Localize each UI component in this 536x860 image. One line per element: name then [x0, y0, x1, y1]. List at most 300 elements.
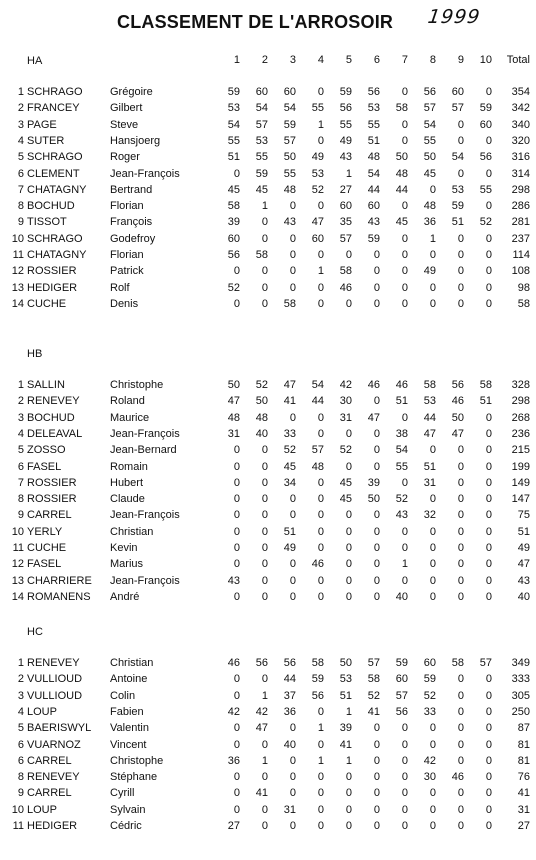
score-cell: 42 [227, 705, 240, 718]
score-cell: 52 [367, 689, 380, 702]
score-cell: 40 [395, 590, 408, 603]
score-cell: 58 [395, 102, 408, 115]
score-cell: 27 [227, 820, 240, 832]
score-cell: 1 [317, 118, 324, 131]
score-cell: 0 [401, 411, 408, 424]
table-row [0, 787, 536, 803]
score-cell: 55 [395, 460, 408, 473]
column-header-1: 1 [233, 54, 240, 66]
table-row [0, 591, 536, 607]
score-cell: 53 [423, 395, 436, 408]
score-cell: 0 [233, 673, 240, 686]
score-cell: 54 [423, 118, 436, 131]
score-cell: 59 [367, 232, 380, 245]
score-cell: 41 [367, 705, 380, 718]
table-row [0, 135, 536, 151]
score-cell: 36 [227, 754, 240, 767]
last-name-cell: FRANCEY [27, 102, 80, 115]
score-cell: 0 [457, 738, 464, 751]
score-cell: 52 [227, 281, 240, 294]
score-cell: 0 [233, 689, 240, 702]
score-cell: 55 [255, 151, 268, 164]
score-cell: 0 [429, 558, 436, 571]
column-header-9: 9 [457, 54, 464, 66]
score-cell: 0 [457, 476, 464, 489]
score-cell: 59 [451, 200, 464, 213]
rank-cell: 6 [17, 460, 24, 473]
score-cell: 0 [457, 509, 464, 522]
last-name-cell: SUTER [27, 134, 65, 147]
score-cell: 0 [317, 705, 324, 718]
score-cell: 50 [255, 395, 268, 408]
score-cell: 0 [261, 216, 268, 229]
table-row [0, 542, 536, 558]
rank-cell: 9 [17, 787, 24, 800]
score-cell: 0 [401, 722, 408, 735]
score-cell: 0 [345, 590, 352, 603]
score-cell: 34 [283, 476, 296, 489]
score-cell: 0 [289, 754, 296, 767]
score-cell: 0 [457, 590, 464, 603]
score-cell: 0 [429, 738, 436, 751]
score-cell: 52 [311, 183, 324, 196]
score-cell: 41 [255, 787, 268, 800]
score-cell: 0 [317, 574, 324, 587]
score-cell: 0 [373, 803, 380, 816]
rank-cell: 1 [17, 657, 24, 669]
score-cell: 60 [395, 673, 408, 686]
score-cell: 44 [423, 411, 436, 424]
score-cell: 0 [485, 787, 492, 800]
total-cell: 43 [517, 574, 530, 587]
score-cell: 31 [339, 411, 352, 424]
table-row [0, 477, 536, 493]
score-cell: 0 [401, 771, 408, 784]
rank-cell: 3 [17, 689, 24, 702]
score-cell: 43 [367, 216, 380, 229]
score-cell: 0 [457, 460, 464, 473]
score-cell: 51 [227, 151, 240, 164]
score-cell: 0 [261, 574, 268, 587]
score-cell: 36 [423, 216, 436, 229]
last-name-cell: TISSOT [27, 216, 67, 229]
total-cell: 147 [511, 493, 530, 506]
score-cell: 0 [457, 249, 464, 261]
score-cell: 0 [289, 771, 296, 784]
total-cell: 333 [511, 673, 530, 686]
total-cell: 237 [511, 232, 530, 245]
score-cell: 57 [339, 232, 352, 245]
table-row [0, 739, 536, 755]
score-cell: 60 [451, 86, 464, 98]
score-cell: 0 [429, 820, 436, 832]
score-cell: 41 [283, 395, 296, 408]
score-cell: 0 [317, 297, 324, 310]
score-cell: 0 [261, 460, 268, 473]
last-name-cell: SCHRAGO [27, 151, 83, 164]
score-cell: 0 [401, 803, 408, 816]
rank-cell: 5 [17, 722, 24, 735]
score-cell: 58 [423, 379, 436, 391]
total-cell: 349 [511, 657, 530, 669]
last-name-cell: ROSSIER [27, 476, 77, 489]
score-cell: 0 [317, 249, 324, 261]
rank-cell: 3 [17, 118, 24, 131]
total-cell: 76 [517, 771, 530, 784]
rank-cell: 6 [17, 738, 24, 751]
last-name-cell: BOCHUD [27, 200, 75, 213]
score-cell: 45 [395, 216, 408, 229]
score-cell: 50 [283, 151, 296, 164]
score-cell: 0 [485, 411, 492, 424]
score-cell: 44 [283, 673, 296, 686]
score-cell: 0 [429, 722, 436, 735]
score-cell: 59 [479, 102, 492, 115]
score-cell: 57 [367, 657, 380, 669]
score-cell: 1 [345, 754, 352, 767]
score-cell: 0 [457, 167, 464, 180]
first-name-cell: Cédric [110, 820, 142, 832]
total-cell: 286 [511, 200, 530, 213]
score-cell: 0 [233, 771, 240, 784]
score-cell: 0 [261, 738, 268, 751]
score-cell: 52 [479, 216, 492, 229]
score-cell: 54 [255, 102, 268, 115]
score-cell: 0 [345, 525, 352, 538]
score-cell: 0 [261, 493, 268, 506]
first-name-cell: Steve [110, 118, 139, 131]
score-cell: 45 [227, 183, 240, 196]
total-cell: 114 [512, 249, 530, 261]
first-name-cell: Hansjoerg [110, 134, 161, 147]
score-cell: 0 [261, 281, 268, 294]
total-cell: 199 [511, 460, 530, 473]
rank-cell: 14 [11, 590, 24, 603]
score-cell: 59 [311, 673, 324, 686]
score-cell: 0 [485, 689, 492, 702]
score-cell: 33 [423, 705, 436, 718]
score-cell: 46 [367, 379, 380, 391]
rank-cell: 9 [17, 509, 24, 522]
score-cell: 42 [423, 754, 436, 767]
score-cell: 0 [485, 232, 492, 245]
last-name-cell: SCHRAGO [27, 86, 83, 98]
score-cell: 0 [233, 738, 240, 751]
score-cell: 56 [451, 379, 464, 391]
score-cell: 0 [485, 509, 492, 522]
table-row [0, 575, 536, 591]
score-cell: 0 [485, 722, 492, 735]
score-cell: 37 [283, 689, 296, 702]
score-cell: 0 [373, 444, 380, 457]
column-header-3: 3 [289, 54, 296, 66]
score-cell: 53 [451, 183, 464, 196]
score-cell: 48 [423, 200, 436, 213]
score-cell: 59 [395, 657, 408, 669]
score-cell: 0 [457, 689, 464, 702]
last-name-cell: SCHRAGO [27, 232, 83, 245]
first-name-cell: Cyrill [110, 787, 135, 800]
score-cell: 0 [429, 183, 436, 196]
column-header-2: 2 [261, 54, 268, 66]
score-cell: 0 [457, 673, 464, 686]
score-cell: 0 [233, 476, 240, 489]
score-cell: 0 [317, 281, 324, 294]
score-cell: 0 [429, 574, 436, 587]
score-cell: 0 [345, 297, 352, 310]
score-cell: 0 [457, 705, 464, 718]
score-cell: 59 [283, 118, 296, 131]
total-cell: 281 [511, 216, 530, 229]
score-cell: 55 [339, 118, 352, 131]
rank-cell: 2 [17, 102, 24, 115]
first-name-cell: Jean-François [110, 427, 180, 440]
score-cell: 0 [317, 86, 324, 98]
score-cell: 58 [339, 265, 352, 278]
table-row [0, 657, 536, 673]
total-cell: 342 [511, 102, 530, 115]
first-name-cell: Antoine [110, 673, 148, 686]
score-cell: 0 [261, 509, 268, 522]
score-cell: 1 [317, 265, 324, 278]
table-row [0, 673, 536, 689]
score-cell: 0 [373, 722, 380, 735]
score-cell: 0 [289, 232, 296, 245]
total-cell: 49 [517, 542, 530, 554]
score-cell: 59 [423, 673, 436, 686]
table-row [0, 265, 536, 281]
score-cell: 53 [227, 102, 240, 115]
score-cell: 0 [261, 444, 268, 457]
score-cell: 1 [345, 167, 352, 180]
first-name-cell: Maurice [110, 411, 150, 424]
score-cell: 30 [339, 395, 352, 408]
total-cell: 236 [511, 427, 530, 440]
score-cell: 46 [311, 558, 324, 571]
score-cell: 0 [429, 297, 436, 310]
score-cell: 0 [317, 771, 324, 784]
last-name-cell: CUCHE [27, 542, 67, 554]
table-row [0, 102, 536, 118]
score-cell: 0 [345, 820, 352, 832]
last-name-cell: BOCHUD [27, 411, 75, 424]
last-name-cell: VUARNOZ [27, 738, 81, 751]
table-row [0, 509, 536, 525]
score-cell: 60 [479, 118, 492, 131]
score-cell: 55 [283, 167, 296, 180]
score-cell: 0 [429, 787, 436, 800]
score-cell: 54 [283, 102, 296, 115]
first-name-cell: André [110, 590, 140, 603]
score-cell: 0 [261, 542, 268, 554]
score-cell: 33 [283, 427, 296, 440]
score-cell: 46 [451, 771, 464, 784]
section-label: HA [27, 55, 43, 67]
score-cell: 0 [261, 558, 268, 571]
last-name-cell: ROSSIER [27, 265, 77, 278]
score-cell: 46 [339, 281, 352, 294]
last-name-cell: YERLY [27, 525, 63, 538]
table-row [0, 526, 536, 542]
score-cell: 0 [373, 460, 380, 473]
rank-cell: 12 [11, 265, 24, 278]
score-cell: 60 [283, 86, 296, 98]
score-cell: 0 [457, 722, 464, 735]
first-name-cell: Christophe [110, 379, 164, 391]
table-row [0, 86, 536, 102]
score-cell: 43 [227, 574, 240, 587]
first-name-cell: Marius [110, 558, 144, 571]
score-cell: 0 [261, 771, 268, 784]
total-cell: 98 [517, 281, 530, 294]
score-cell: 0 [485, 476, 492, 489]
first-name-cell: Rolf [110, 281, 130, 294]
rank-cell: 1 [17, 86, 24, 98]
score-cell: 0 [317, 427, 324, 440]
score-cell: 0 [373, 754, 380, 767]
score-cell: 0 [401, 134, 408, 147]
table-row [0, 151, 536, 167]
rank-cell: 3 [17, 411, 24, 424]
score-cell: 0 [485, 444, 492, 457]
first-name-cell: Colin [110, 689, 136, 702]
score-cell: 0 [457, 297, 464, 310]
score-cell: 1 [429, 232, 436, 245]
score-cell: 53 [367, 102, 380, 115]
column-header-5: 5 [345, 54, 352, 66]
last-name-cell: CUCHE [27, 297, 67, 310]
score-cell: 0 [317, 590, 324, 603]
score-cell: 50 [395, 151, 408, 164]
score-cell: 48 [395, 167, 408, 180]
score-cell: 57 [283, 134, 296, 147]
first-name-cell: Gilbert [110, 102, 143, 115]
last-name-cell: VULLIOUD [27, 673, 83, 686]
year-annotation: 1999 [426, 6, 482, 28]
first-name-cell: Sylvain [110, 803, 146, 816]
score-cell: 0 [457, 820, 464, 832]
score-cell: 0 [485, 86, 492, 98]
section-label: HB [27, 348, 43, 360]
last-name-cell: CHARRIERE [27, 574, 92, 587]
score-cell: 0 [261, 673, 268, 686]
score-cell: 0 [233, 265, 240, 278]
total-cell: 75 [517, 509, 530, 522]
score-cell: 0 [485, 460, 492, 473]
score-cell: 54 [227, 118, 240, 131]
score-cell: 49 [423, 265, 436, 278]
score-cell: 0 [401, 249, 408, 261]
score-cell: 0 [373, 771, 380, 784]
total-cell: 298 [511, 183, 530, 196]
rank-cell: 14 [11, 297, 24, 310]
score-cell: 0 [457, 493, 464, 506]
score-cell: 57 [311, 444, 324, 457]
score-cell: 51 [479, 395, 492, 408]
first-name-cell: Denis [110, 297, 139, 310]
score-cell: 0 [485, 574, 492, 587]
score-cell: 0 [261, 476, 268, 489]
score-cell: 0 [429, 590, 436, 603]
score-cell: 0 [345, 249, 352, 261]
score-cell: 58 [479, 379, 492, 391]
first-name-cell: Jean-François [110, 574, 180, 587]
score-cell: 50 [423, 151, 436, 164]
first-name-cell: Hubert [110, 476, 144, 489]
score-cell: 0 [485, 249, 492, 261]
score-cell: 0 [317, 411, 324, 424]
score-cell: 56 [227, 249, 240, 261]
table-row [0, 168, 536, 184]
score-cell: 60 [255, 86, 268, 98]
score-cell: 58 [283, 297, 296, 310]
last-name-cell: CARREL [27, 754, 72, 767]
score-cell: 0 [233, 167, 240, 180]
table-row [0, 233, 536, 249]
score-cell: 0 [485, 297, 492, 310]
score-cell: 58 [255, 249, 268, 261]
score-cell: 0 [485, 705, 492, 718]
score-cell: 44 [395, 183, 408, 196]
last-name-cell: CHATAGNY [27, 249, 87, 261]
score-cell: 47 [423, 427, 436, 440]
score-cell: 0 [289, 787, 296, 800]
score-cell: 52 [339, 444, 352, 457]
score-cell: 0 [457, 754, 464, 767]
score-cell: 0 [401, 200, 408, 213]
total-cell: 305 [511, 689, 530, 702]
score-cell: 44 [311, 395, 324, 408]
total-cell: 51 [517, 525, 530, 538]
last-name-cell: CARREL [27, 787, 72, 800]
score-cell: 35 [339, 216, 352, 229]
score-cell: 0 [401, 738, 408, 751]
score-cell: 51 [395, 395, 408, 408]
score-cell: 0 [317, 738, 324, 751]
score-cell: 0 [373, 427, 380, 440]
first-name-cell: Romain [110, 460, 148, 473]
score-cell: 0 [233, 722, 240, 735]
score-cell: 48 [255, 411, 268, 424]
score-cell: 0 [289, 493, 296, 506]
score-cell: 60 [311, 232, 324, 245]
score-cell: 0 [401, 574, 408, 587]
score-cell: 32 [423, 509, 436, 522]
rank-cell: 8 [17, 200, 24, 213]
score-cell: 0 [373, 542, 380, 554]
score-cell: 48 [283, 183, 296, 196]
score-cell: 0 [233, 542, 240, 554]
score-cell: 59 [339, 86, 352, 98]
first-name-cell: Jean-François [110, 509, 180, 522]
score-cell: 59 [255, 167, 268, 180]
rank-cell: 2 [17, 395, 24, 408]
table-row [0, 428, 536, 444]
score-cell: 1 [261, 200, 268, 213]
total-cell: 320 [511, 134, 530, 147]
score-cell: 0 [485, 200, 492, 213]
score-cell: 1 [317, 754, 324, 767]
score-cell: 39 [367, 476, 380, 489]
total-cell: 81 [517, 738, 530, 751]
score-cell: 0 [429, 281, 436, 294]
rank-cell: 5 [17, 444, 24, 457]
score-cell: 0 [345, 460, 352, 473]
rank-cell: 10 [11, 232, 24, 245]
score-cell: 0 [261, 820, 268, 832]
score-cell: 0 [485, 803, 492, 816]
score-cell: 0 [345, 509, 352, 522]
